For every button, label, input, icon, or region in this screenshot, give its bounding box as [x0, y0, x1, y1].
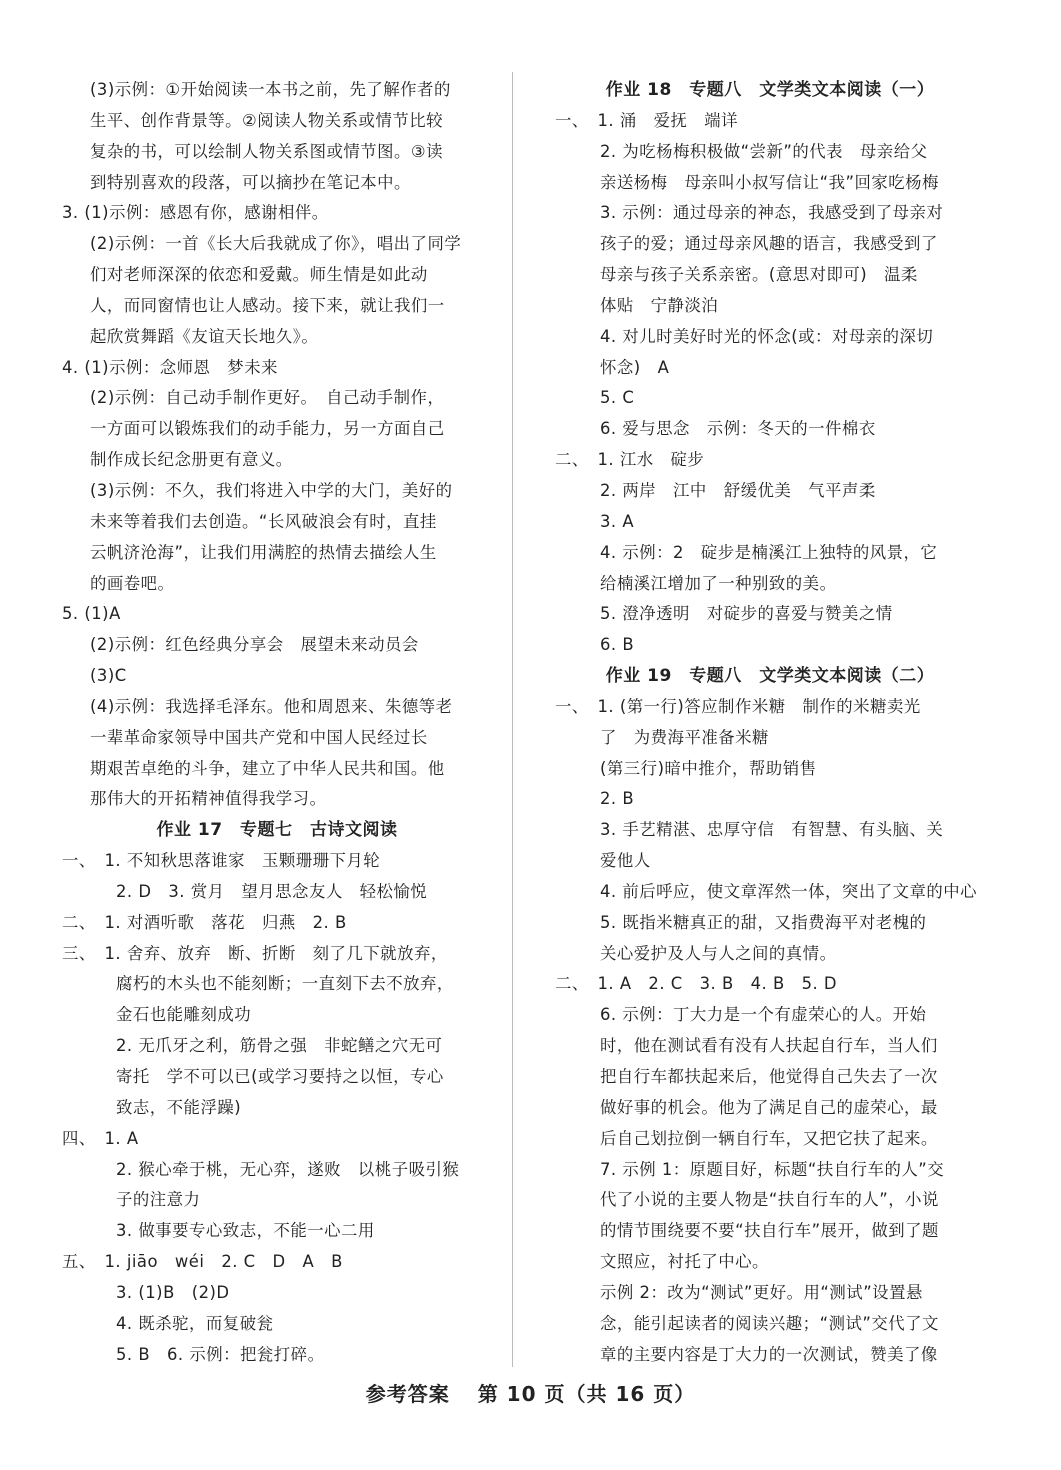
section-heading: 作业 17 专题七 古诗文阅读 [156, 820, 398, 841]
answer-line: 给楠溪江增加了一种别致的美。 [600, 573, 837, 593]
answer-line: 体贴 宁静淡泊 [600, 295, 719, 315]
answer-line: 子的注意力 [116, 1190, 201, 1210]
answer-line: 3. 做事要专心致志，不能一心二用 [116, 1221, 375, 1241]
answer-line: 期艰苦卓绝的斗争，建立了中华人民共和国。他 [90, 758, 445, 778]
answer-line: 母亲与孩子关系亲密。(意思对即可) 温柔 [600, 265, 918, 285]
answer-line: 2. 猴心牵于桃，无心弈，遂败 以桃子吸引猴 [116, 1159, 460, 1179]
answer-line: 6. B [600, 635, 635, 655]
answer-line: 亲送杨梅 母亲叫小叔写信让“我”回家吃杨梅 [600, 172, 939, 192]
answer-line: 未来等着我们去创造。“长风破浪会有时，直挂 [90, 511, 437, 531]
answer-line: 那伟大的开拓精神值得我学习。 [90, 789, 327, 809]
answer-line: 4. 对儿时美好时光的怀念(或：对母亲的深切 [600, 326, 934, 346]
answer-line: 的情节围绕要不要“扶自行车”展开，做到了题 [600, 1221, 939, 1241]
answer-line: 2. 无爪牙之利，筋骨之强 非蛇鳝之穴无可 [116, 1036, 443, 1056]
answer-line: 起欣赏舞蹈《友谊天长地久》。 [90, 326, 319, 346]
answer-line: 二、 1. 江水 碇步 [555, 450, 705, 470]
answer-line: 2. B [600, 789, 635, 809]
answer-line: 制作成长纪念册更有意义。 [90, 450, 293, 470]
answer-line: 五、 1. jiāo wéi 2. C D A B [62, 1252, 343, 1272]
answer-line: 云帆济沧海”，让我们用满腔的热情去描绘人生 [90, 542, 437, 562]
answer-line: 到特别喜欢的段落，可以摘抄在笔记本中。 [90, 172, 411, 192]
answer-line: 3. 手艺精湛、忠厚守信 有智慧、有头脑、关 [600, 820, 944, 840]
answer-line: (2)示例：一首《长大后我就成了你》，唱出了同学 [90, 234, 462, 254]
answer-line: 爱他人 [600, 851, 651, 871]
answer-line: 人，而同窗情也让人感动。接下来，就让我们一 [90, 295, 445, 315]
answer-line: 念，能引起读者的阅读兴趣；“测试”交代了文 [600, 1313, 939, 1333]
answer-line: 四、 1. A [62, 1128, 139, 1148]
answer-line: 一、 1. (第一行)答应制作米糖 制作的米糖卖光 [555, 696, 921, 716]
answer-line: 关心爱护及人与人之间的真情。 [600, 943, 837, 963]
answer-line: 3. (1)B (2)D [116, 1282, 230, 1302]
answer-line: 4. (1)示例：念师恩 梦未来 [62, 357, 278, 377]
answer-line: 5. 既指米糖真正的甜，又指费海平对老槐的 [600, 912, 927, 932]
column-divider [512, 72, 513, 1367]
answer-line: 二、 1. 对酒听歌 落花 归燕 2. B [62, 912, 347, 932]
answer-line: 5. 澄净透明 对碇步的喜爱与赞美之情 [600, 604, 893, 624]
answer-line: 怀念) A [600, 357, 670, 377]
answer-line: 后自己划拉倒一辆自行车，又把它扶了起来。 [600, 1128, 938, 1148]
answer-line: (第三行)暗中推介，帮助销售 [600, 758, 817, 778]
answer-line: 腐朽的木头也不能刻断；一直刻下去不放弃， [116, 974, 454, 994]
answer-line: 3. 示例：通过母亲的神态，我感受到了母亲对 [600, 203, 944, 223]
answer-line: 2. D 3. 赏月 望月思念友人 轻松愉悦 [116, 881, 428, 901]
answer-line: (3)示例：不久，我们将进入中学的大门，美好的 [90, 480, 453, 500]
answer-line: 2. 为吃杨梅积极做“尝新”的代表 母亲给父 [600, 141, 928, 161]
answer-line: 5. C [600, 388, 635, 408]
answer-line: 5. B 6. 示例：把瓮打碎。 [116, 1344, 325, 1364]
answer-line: 3. A [600, 511, 635, 531]
answer-line: (2)示例：自己动手制作更好。 自己动手制作， [90, 388, 445, 408]
answer-line: 一方面可以锻炼我们的动手能力，另一方面自己 [90, 419, 445, 439]
answer-line: 2. 两岸 江中 舒缓优美 气平声柔 [600, 480, 876, 500]
answer-line: 一、 1. 不知秋思落谁家 玉颗珊珊下月轮 [62, 851, 381, 871]
footer-label: 参考答案 [365, 1382, 450, 1406]
answer-line: 代了小说的主要人物是“扶自行车的人”，小说 [600, 1190, 939, 1210]
section-heading: 作业 18 专题八 文学类文本阅读（一） [605, 80, 935, 100]
answer-line: 致志，不能浮躁) [116, 1097, 242, 1117]
answer-line: 时，他在测试看有没有人扶起自行车，当人们 [600, 1036, 938, 1056]
answer-line: 4. 既杀驼，而复破瓮 [116, 1313, 274, 1333]
answer-line: (4)示例：我选择毛泽东。他和周恩来、朱德等老 [90, 696, 453, 716]
left-column [62, 75, 492, 1370]
page-number: 第 10 页（共 16 页） [477, 1382, 696, 1406]
answer-line: 章的主要内容是丁大力的一次测试，赞美了像 [600, 1344, 938, 1364]
answer-line: 4. 示例：2 碇步是楠溪江上独特的风景，它 [600, 542, 938, 562]
section-heading: 作业 19 专题八 文学类文本阅读（二） [605, 666, 935, 687]
answer-line: 3. (1)示例：感恩有你，感谢相伴。 [62, 203, 329, 223]
answer-line: 5. (1)A [62, 604, 121, 624]
answer-line: 6. 示例：丁大力是一个有虚荣心的人。开始 [600, 1005, 927, 1025]
answer-line: 三、 1. 舍弃、放弃 断、折断 刻了几下就放弃， [62, 943, 448, 963]
answer-line: 4. 前后呼应，使文章浑然一体，突出了文章的中心 [600, 881, 978, 901]
answer-line: 们对老师深深的依恋和爱戴。师生情是如此动 [90, 265, 428, 285]
answer-line: 文照应，衬托了中心。 [600, 1252, 769, 1272]
answer-line: 一、 1. 涌 爱抚 端详 [555, 110, 739, 130]
right-column [555, 75, 985, 1370]
answer-line: (2)示例：红色经典分享会 展望未来动员会 [90, 635, 419, 655]
answer-line: (3)示例：①开始阅读一本书之前，先了解作者的 [90, 80, 451, 99]
answer-line: (3)C [90, 666, 127, 686]
answer-line: 示例 2：改为“测试”更好。用“测试”设置悬 [600, 1282, 923, 1302]
answer-line: 金石也能雕刻成功 [116, 1005, 252, 1025]
answer-line: 了 为费海平准备米糖 [600, 727, 769, 747]
answer-line: 生平、创作背景等。②阅读人物关系或情节比较 [90, 110, 444, 130]
answer-line: 做好事的机会。他为了满足自己的虚荣心，最 [600, 1097, 938, 1117]
answer-line: 孩子的爱；通过母亲风趣的语言，我感受到了 [600, 234, 938, 254]
page-footer [0, 1378, 1061, 1407]
answer-line: 寄托 学不可以已(或学习要持之以恒，专心 [116, 1067, 444, 1086]
answer-line: 6. 爱与思念 示例：冬天的一件棉衣 [600, 419, 876, 439]
answer-line: 7. 示例 1：原题目好，标题“扶自行车的人”交 [600, 1159, 945, 1179]
answer-line: 的画卷吧。 [90, 573, 175, 593]
answer-line: 二、 1. A 2. C 3. B 4. B 5. D [555, 974, 838, 994]
answer-line: 把自行车都扶起来后，他觉得自己失去了一次 [600, 1067, 938, 1086]
answer-line: 复杂的书，可以绘制人物关系图或情节图。③读 [90, 141, 444, 161]
answer-line: 一辈革命家领导中国共产党和中国人民经过长 [90, 727, 428, 747]
